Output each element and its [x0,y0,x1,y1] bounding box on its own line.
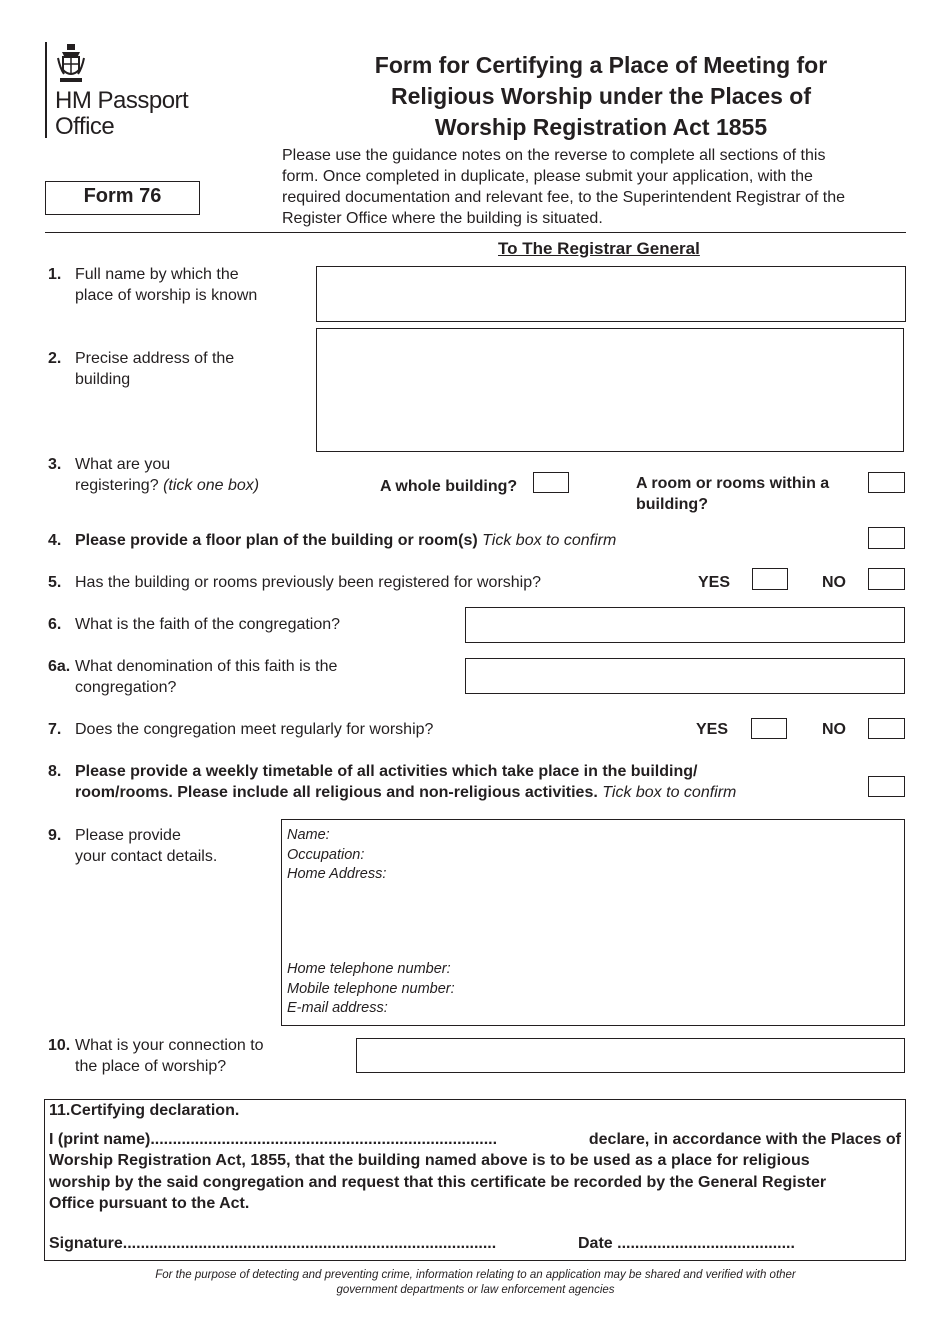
header-divider [45,232,906,233]
logo-rule [45,42,47,138]
declaration-heading: 11.Certifying declaration. [49,1102,240,1119]
address-field[interactable] [316,328,904,452]
title-line-2: Religious Worship under the Places of [390,83,812,109]
question-text: What are you [75,456,171,473]
room-option-line-1: A room or rooms within a [636,475,830,492]
question-text: the place of worship? [75,1058,227,1075]
intro-line-1: Please use the guidance notes on the reverse to complete all sections of this [282,147,826,164]
question-number: 3. [48,456,62,473]
form-number-box [45,181,200,215]
footer-line-1: For the purpose of detecting and preventing crime, information relating to an application may be shared and verified with other [155,1269,796,1281]
declaration-box [44,1099,906,1261]
question-text: Please provide [75,827,181,844]
timetable-checkbox[interactable] [868,776,905,797]
question-number: 4. [48,532,62,549]
room-option-label [636,473,829,515]
whole-building-label: A whole building? [380,478,518,495]
question-10 [48,1035,348,1079]
declaration-line-2: Worship Registration Act, 1855, that the building named above is to be used as a place for religious [49,1152,810,1170]
denomination-field[interactable] [465,658,905,694]
question-text: What is the faith of the congregation? [75,616,341,633]
contact-details-box[interactable] [281,819,905,1026]
floor-plan-checkbox[interactable] [868,527,905,549]
question-text: building [75,371,131,388]
declaration-line-1-end: declare, in accordance with the Places of [588,1131,901,1148]
question-3 [48,454,348,498]
question-text: What is your connection to [75,1037,264,1054]
q5-no-label: NO [822,574,846,591]
name-label: Name: [287,827,330,843]
question-text: registering? [75,477,159,494]
footer-note [45,1268,906,1298]
room-option-checkbox[interactable] [868,472,905,493]
question-1 [48,264,308,308]
q5-yes-checkbox[interactable] [752,568,788,590]
footer-line-2: government departments or law enforcement agencies [336,1284,615,1296]
question-text: Has the building or rooms previously been registered for worship? [75,574,542,591]
q5-yes-label: YES [698,574,731,591]
royal-crest-icon [56,42,86,84]
intro-line-3: required documentation and relevant fee, to the Superintendent Registrar of the [282,189,846,206]
page-title [300,50,902,143]
question-8 [48,761,858,805]
question-text: place of worship is known [75,287,258,304]
question-text: Precise address of the [75,350,235,367]
addressee: To The Registrar General [498,239,700,258]
question-text: room/rooms. Please include all religious and non-religious activities. [75,784,598,801]
question-number: 2. [48,350,62,367]
declaration-text [49,1129,901,1214]
question-note: Tick box to confirm [602,784,737,801]
q7-yes-checkbox[interactable] [751,718,787,739]
home-phone-label: Home telephone number: [287,961,451,977]
question-number: 7. [48,721,62,738]
brand-name [55,88,188,140]
email-label: E-mail address: [287,1000,388,1016]
intro-line-2: form. Once completed in duplicate, please submit your application, with the [282,168,813,185]
form-number: Form 76 [83,185,162,207]
q7-yes-label: YES [696,721,729,738]
question-4 [48,530,848,552]
title-line-3: Worship Registration Act 1855 [434,114,768,140]
question-number: 5. [48,574,62,591]
question-number: 10. [48,1037,71,1054]
mobile-phone-label: Mobile telephone number: [287,980,455,997]
home-address-label: Home Address: [287,866,387,882]
declaration-line-3: worship by the said congregation and request that this certificate be recorded by the General Register [49,1173,827,1191]
question-2 [48,348,308,392]
q7-no-checkbox[interactable] [868,718,905,739]
question-text: Please provide a floor plan of the building or room(s) [75,532,478,549]
question-6a [48,656,448,700]
question-number: 1. [48,266,62,283]
occupation-label: Occupation: [287,846,365,863]
date-line[interactable]: Date ........................................ [578,1235,795,1252]
question-number: 6. [48,616,62,633]
question-7 [48,719,668,741]
brand-line-1: HM Passport [55,87,189,114]
question-text: your contact details. [75,848,218,865]
q7-no-label: NO [822,721,846,738]
question-number: 6a. [48,658,71,675]
question-note: Tick box to confirm [482,532,617,549]
question-5 [48,572,668,594]
place-name-field[interactable] [316,266,906,322]
intro-line-4: Register Office where the building is situated. [282,210,603,227]
declaration-line-4: Office pursuant to the Act. [49,1194,250,1212]
question-text: Does the congregation meet regularly for worship? [75,721,434,738]
faith-field[interactable] [465,607,905,643]
question-note: (tick one box) [163,477,260,494]
contact-labels-bottom [287,960,455,1019]
question-number: 8. [48,763,62,780]
print-name-line[interactable]: I (print name).............................................................................. [49,1131,498,1148]
title-line-1: Form for Certifying a Place of Meeting for [374,52,828,78]
declaration-line-1 [49,1129,901,1150]
room-option-line-2: building? [636,496,708,513]
question-text: What denomination of this faith is the [75,658,338,675]
question-6 [48,614,448,636]
question-text: congregation? [75,679,177,696]
contact-labels-top [287,826,386,885]
question-text: Full name by which the [75,266,239,283]
brand-line-2: Office [55,113,115,140]
question-text: Please provide a weekly timetable of all activities which take place in the building/ [75,763,698,780]
intro-text [282,145,845,229]
connection-field[interactable] [356,1038,905,1073]
question-number: 9. [48,827,62,844]
question-9 [48,825,278,869]
whole-building-checkbox[interactable] [533,472,569,493]
signature-line[interactable]: Signature.................................................................................... [49,1235,497,1252]
q5-no-checkbox[interactable] [868,568,905,590]
